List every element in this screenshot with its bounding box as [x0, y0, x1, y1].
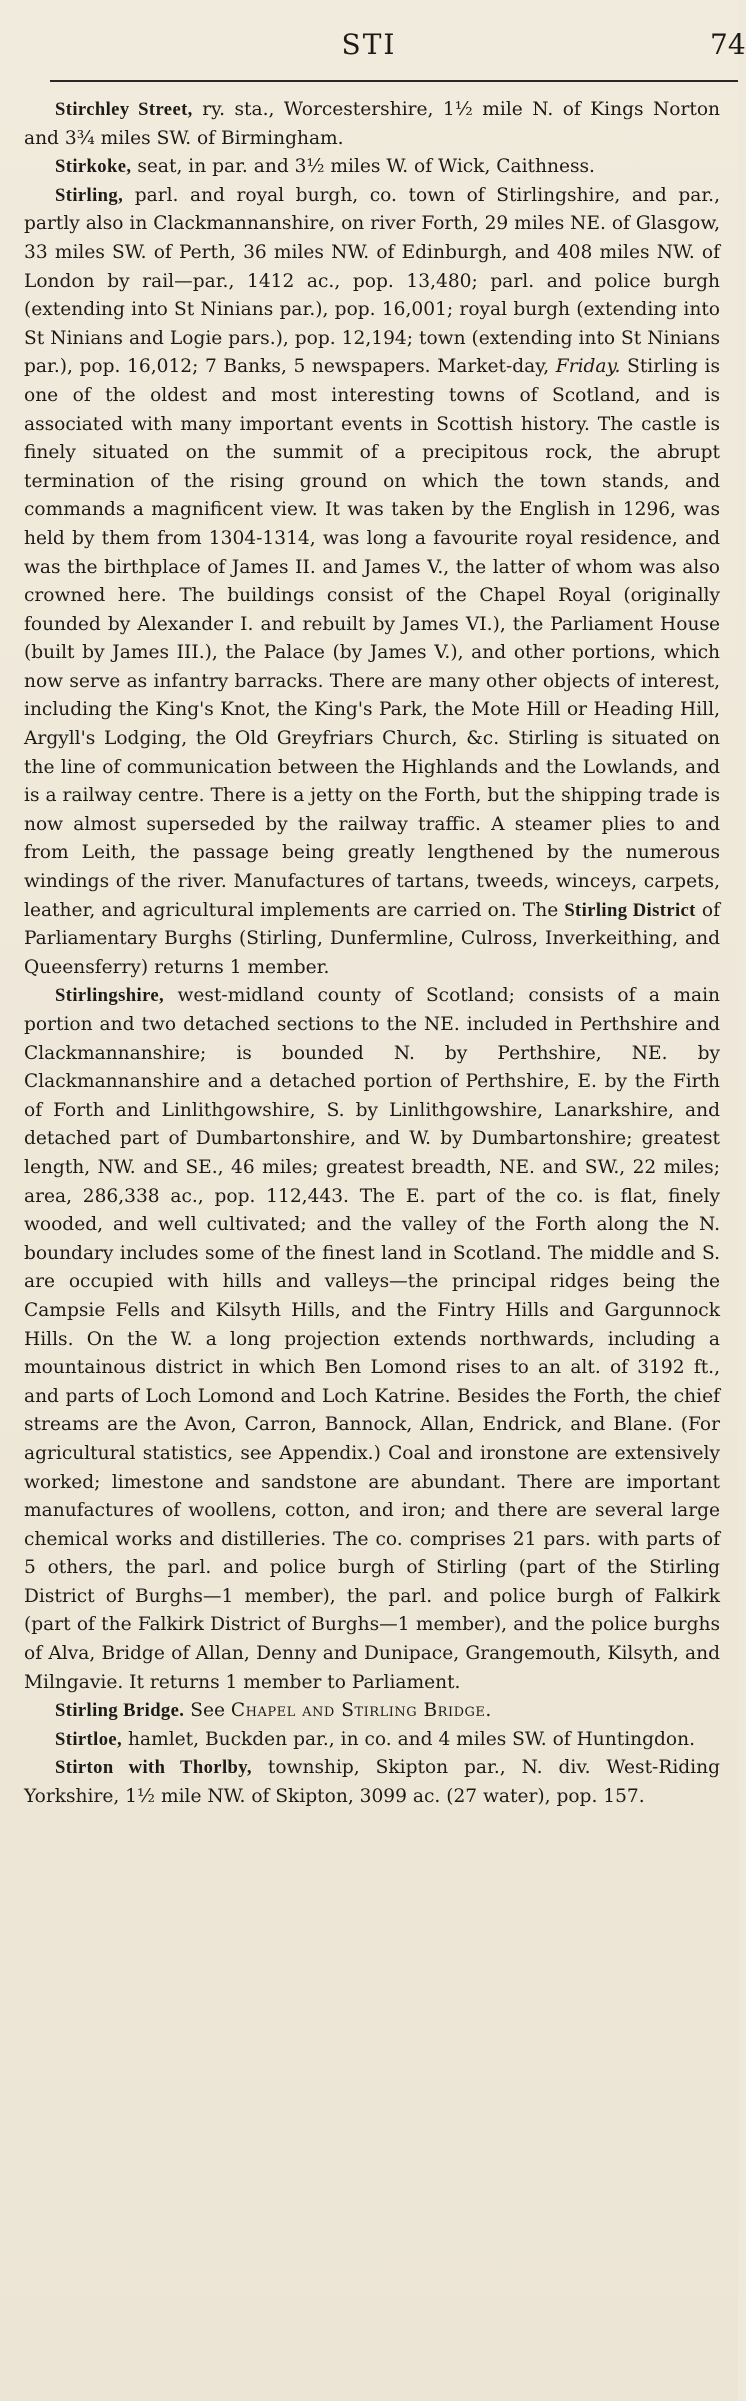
entry-text: See — [184, 1700, 231, 1722]
entry-name: Stirchley Street, — [55, 99, 193, 120]
entry-stirling-bridge — [24, 1697, 720, 1726]
entries-column — [24, 96, 720, 1812]
entry-text: Stirling is one of the oldest and most interesting towns of Scotland, and is associated with many important events in Scottish history. The castle is finely situated on the summit of a precipitous rock, the abrupt termination of the rising ground on which the town stands, and commands a magnificent view. It was taken by the English in 1296, was held by them from 1304-1314, was long a favourite royal residence, and was the birthplace of James II. and James V., the latter of whom was also crowned here. The buildings consist of the Chapel Royal (originally founded by Alexander I. and rebuilt by James VI.), the Parliament House (built by James III.), the Palace (by James V.), and other portions, which now serve as infantry barracks. There are many other objects of interest, including the King's Knot, the King's Park, the Mote Hill or Heading Hill, Argyll's Lodging, the Old Greyfriars Church, &c. Stirling is situated on the line of communication between the Highlands and the Lowlands, and is a railway centre. There is a jetty on the Forth, but the shipping trade is now almost superseded by the railway traffic. A steamer plies to and from Leith, the passage being greatly lengthened by the numerous windings of the river. Manufactures of tartans, tweeds, winceys, carpets, leather, and agricultural implements are carried on. The — [24, 356, 720, 921]
district-name: Stirling District — [564, 899, 696, 921]
entry-text: township, Skipton par., N. div. West-Riding Yorkshire, 1½ mile NW. of Skipton, 3099 ac. (27 water), pop. 157. — [24, 1757, 720, 1808]
entry-text: seat, in par. and 3½ miles W. of Wick, Caithness. — [131, 156, 595, 178]
entry-stirling — [24, 182, 720, 983]
entry-stirtloe — [24, 1726, 720, 1755]
entry-text: hamlet, Buckden par., in co. and 4 miles SW. of Huntingdon. — [122, 1728, 696, 1750]
running-head: STI — [341, 28, 397, 61]
cross-reference: Chapel and Stirling Bridge. — [230, 1700, 492, 1722]
page-header — [0, 0, 746, 84]
entry-stirton-with-thorlby — [24, 1754, 720, 1811]
header-rule — [50, 80, 738, 82]
market-day: Friday. — [555, 356, 621, 378]
entry-name: Stirtloe, — [55, 1728, 123, 1750]
entry-name: Stirling, — [55, 184, 124, 206]
entry-stirkoke — [24, 153, 720, 182]
entry-name: Stirlingshire, — [55, 985, 165, 1007]
entry-name: Stirkoke, — [55, 156, 132, 178]
page-number: 74 — [710, 28, 746, 61]
entry-name: Stirling Bridge. — [55, 1700, 185, 1722]
entry-name: Stirton with Thorlby, — [55, 1757, 252, 1779]
entry-text: of Parliamentary Burghs (Stirling, Dunfermline, Culross, Inverkeithing, and Queensferry) returns 1 member. — [24, 899, 720, 978]
entry-stirchley-street — [24, 96, 720, 153]
entry-stirlingshire — [24, 982, 720, 1697]
entry-text: parl. and royal burgh, co. town of Stirlingshire, and par., partly also in Clackmannanshire, on river Forth, 29 miles NE. of Glasgow, 33 miles SW. of Perth, 36 miles NW. of Edinburgh, and 408 miles NW. of London by rail—par., 1412 ac., pop. 13,480; parl. and police burgh (extending into St Ninians par.), pop. 16,001; royal burgh (extending into St Ninians and Logie pars.), pop. 12,194; town (extending into St Ninians par.), pop. 16,012; 7 Banks, 5 newspapers. Market-day, — [24, 184, 720, 378]
entry-text: ry. sta., Worcestershire, 1½ mile N. of Kings Norton and 3¾ miles SW. of Birmingham. — [24, 99, 720, 149]
entry-text: west-midland county of Scotland; consists of a main portion and two detached sections to the NE. included in Perthshire and Clackmannanshire; is bounded N. by Perthshire, NE. by Clackmannanshire and a detached portion of Perthshire, E. by the Firth of Forth and Linlithgowshire, S. by Linlithgowshire, Lanarkshire, and detached part of Dumbartonshire, and W. by Dumbartonshire; greatest length, NW. and SE., 46 miles; greatest breadth, NE. and SW., 22 miles; area, 286,338 ac., pop. 112,443. The E. part of the co. is flat, finely wooded, and well cultivated; and the valley of the Forth along the N. boundary includes some of the finest land in Scotland. The middle and S. are occupied with hills and valleys—the principal ridges being the Campsie Fells and Kilsyth Hills, and the Fintry Hills and Gargunnock Hills. On the W. a long projection extends northwards, including a mountainous district in which Ben Lomond rises to an alt. of 3192 ft., and parts of Loch Lomond and Loch Katrine. Besides the Forth, the chief streams are the Avon, Carron, Bannock, Allan, Endrick, and Blane. (For agricultural statistics, see Appendix.) Coal and ironstone are extensively worked; limestone and sandstone are abundant. There are important manufactures of woollens, cotton, and iron; and there are several large chemical works and distilleries. The co. comprises 21 pars. with parts of 5 others, the parl. and police burgh of Stirling (part of the Stirling District of Burghs—1 member), the parl. and police burgh of Falkirk (part of the Falkirk District of Burghs—1 member), and the police burghs of Alva, Bridge of Allan, Denny and Dunipace, Grangemouth, Kilsyth, and Milngavie. It returns 1 member to Parliament. — [24, 985, 720, 1693]
